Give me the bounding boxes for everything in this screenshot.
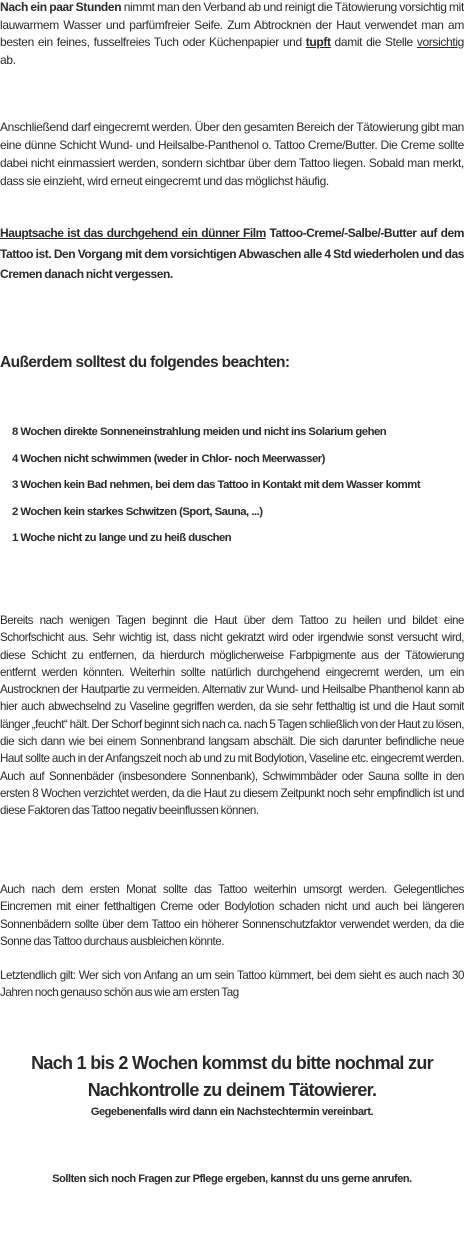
followup-subtitle: Gegebenenfalls wird dann ein Nachstechtermin vereinbart. <box>90 1106 374 1118</box>
followup-title <box>0 1050 464 1104</box>
care-paragraph-1 <box>0 0 464 69</box>
care-lead: Nach ein paar Stunden <box>0 0 122 14</box>
rule-item: 3 Wochen kein Bad nehmen, bei dem das Tattoo in Kontakt mit dem Wasser kommt <box>12 479 421 491</box>
healing-paragraph-3: Letztendlich gilt: Wer sich von Anfang an um sein Tattoo kümmert, bei dem sieht es auch nach 30 Jahren noch genauso schön aus wie am ersten Tag <box>0 969 464 1000</box>
care-p1-text-1: nimmt man den Verband ab und reinigt die Tätowierung vorsichtig mit lauwarmem Wasser und parfümfreier Seife. Zum Abtrocknen der Haut verwendet man am besten ein feines, fusselfreies Tuch oder Küchenpapier und <box>0 0 464 49</box>
care-paragraph-2: Anschließend darf eingecremt werden. Über den gesamten Bereich der Tätowierung gibt man eine dünne Schicht Wund- und Heilsalbe-Panthenol o. Tattoo Creme/Butter. Die Creme sollte dabei nicht einmassiert werden, sondern sichtbar über dem Tattoo liegen. Sobald man merkt, dass sie einzieht, wird erneut eingecremt und das möglichst häufig. <box>0 120 464 188</box>
rule-item: 4 Wochen nicht schwimmen (weder in Chlor- noch Meerwasser) <box>12 452 325 465</box>
care-p1-text-2: damit die Stelle <box>330 35 417 49</box>
contact-note: Sollten sich noch Fragen zur Pflege ergeben, kannst du uns gerne anrufen. <box>52 1173 412 1185</box>
healing-paragraph-1: Bereits nach wenigen Tagen beginnt die Haut über dem Tattoo zu heilen und bildet eine Schorfschicht aus. Sehr wichtig ist, dass nicht gekratzt wird oder irgendwie sonst versucht wird, diese Schicht zu entfernen, da hierdurch möglicherweise Farbpigmente aus der Tätowierung entfernt werden könnten. Weiterhin sollte natürlich durchgehend eingecremt werden, um ein Austrocknen der Hautpartie zu vermeiden. Alternativ zur Wund- und Heilsalbe Phanthenol kann ab hier auch abwechselnd zu Vaseline gegriffen werden, da sie sehr fetthaltig ist und die Haut somit länger „feucht“ hält. Der Schorf beginnt sich nach ca. nach 5 Tagen schließlich von der Haut zu lösen, die sich dann wie bei einem Sonnenbrand langsam abschält. Die sich darunter befindliche neue Haut sollte auch in der Anfangszeit noch ab und zu mit Bodylotion, Vaseline etc. eingecremt werden. Auch auf Sonnenbäder (insbesondere Sonnenbank), Schwimmbäder oder Sauna sollte in den ersten 8 Wochen verzichtet werden, da die Haut zu diesem Zeitpunkt noch sehr empfindlich ist und diese Faktoren das Tattoo negativ beeinflussen können. <box>0 614 464 818</box>
care-paragraph-3 <box>0 223 464 285</box>
rule-item: 1 Woche nicht zu lange und zu heiß duschen <box>12 532 232 544</box>
care-p3-rest: Tattoo-Creme/-Salbe/-Butter auf dem Tattoo ist. Den Vorgang mit dem vorsichtigen Abwaschen alle 4 Std wiederholen und das Cremen danach nicht vergessen. <box>0 226 464 281</box>
care-tupft: tupft <box>305 35 331 49</box>
followup-title-line-2: Nachkontrolle zu deinem Tätowierer. <box>87 1080 377 1100</box>
care-p1-text-3: ab. <box>0 52 16 67</box>
care-p3-underlined: Hauptsache ist das durchgehend ein dünner Film <box>0 226 266 240</box>
section-heading: Außerdem solltest du folgendes beachten: <box>0 354 290 371</box>
rule-item: 2 Wochen kein starkes Schwitzen (Sport, Sauna, ...) <box>12 505 263 518</box>
followup-title-line-1: Nach 1 bis 2 Wochen kommst du bitte nochmal zur <box>31 1053 433 1073</box>
healing-paragraph-2: Auch nach dem ersten Monat sollte das Tattoo weiterhin umsorgt werden. Gelegentliches Eincremen mit einer fetthaltigen Creme oder Bodylotion schaden nicht und auch bei längeren Sonnenbädern sollte über dem Tattoo ein höherer Sonnenschutzfaktor verwendet werden, da die Sonne das Tattoo durchaus ausbleichen könnte. <box>0 883 464 948</box>
rule-item: 8 Wochen direkte Sonneneinstrahlung meiden und nicht ins Solarium gehen <box>12 426 387 438</box>
care-vorsichtig: vorsichtig <box>416 35 464 49</box>
rules-list <box>12 419 420 552</box>
